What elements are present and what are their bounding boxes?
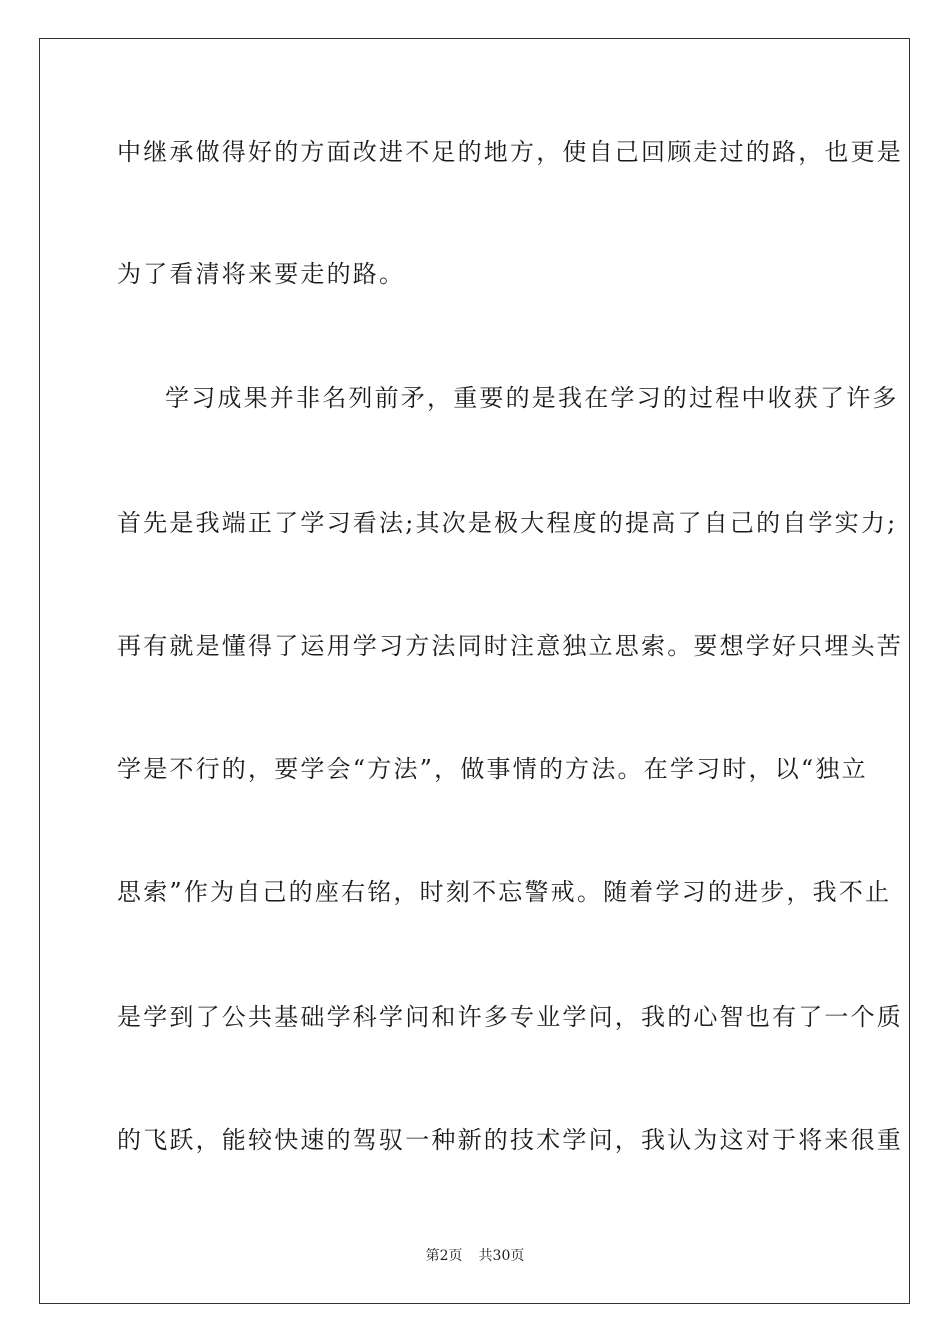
body-line-7: 思索”作为自己的座右铭，时刻不忘警戒。随着学习的进步，我不止	[117, 878, 892, 906]
page-footer	[0, 1247, 950, 1265]
body-line-3: 学习成果并非名列前矛，重要的是我在学习的过程中收获了许多	[165, 384, 899, 412]
page-number-total: 共30页	[478, 1248, 525, 1264]
body-line-9: 的飞跃，能较快速的驾驭一种新的技术学问，我认为这对于将来很重	[117, 1126, 903, 1154]
page-frame	[39, 38, 910, 1304]
body-line-1: 中继承做得好的方面改进不足的地方，使自己回顾走过的路，也更是	[117, 138, 903, 166]
body-line-6: 学是不行的，要学会“方法”，做事情的方法。在学习时，以“独立	[117, 755, 868, 783]
page-number-current: 第2页	[425, 1248, 463, 1264]
body-line-8: 是学到了公共基础学科学问和许多专业学问，我的心智也有了一个质	[117, 1003, 903, 1031]
body-line-2: 为了看清将来要走的路。	[117, 260, 406, 288]
body-line-4: 首先是我端正了学习看法;其次是极大程度的提高了自己的自学实力;	[117, 509, 898, 537]
body-line-5: 再有就是懂得了运用学习方法同时注意独立思索。要想学好只埋头苦	[117, 632, 903, 660]
